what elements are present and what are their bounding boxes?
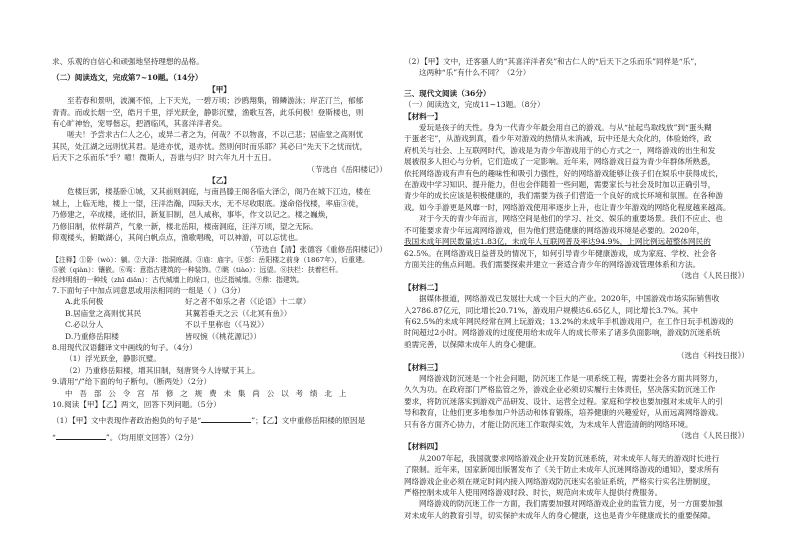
q7-option-c-left: C.必以分人 bbox=[65, 320, 104, 330]
m1-line: 依托网络游戏有声有色的趣味性和吸引力强性，好的网络游戏能够让孩子们在娱乐中获得成长， bbox=[404, 168, 723, 178]
q7-option bbox=[52, 296, 387, 307]
jia-line: 至若春和景明，波澜不惊，上下天光，一碧万顷；沙鸥翔集，锦鳞游泳；岸芷汀兰，郁郁 bbox=[67, 96, 364, 106]
answer-blank[interactable] bbox=[56, 432, 106, 440]
m3-source: （选自《人民日报》） bbox=[676, 431, 749, 440]
question-7: 7.下面句子中加点词意思或用法相同的一组是（ ）（3分） bbox=[52, 285, 245, 295]
q10-part1-cont bbox=[52, 432, 387, 443]
m1-line: 青少年的成长应该是积极健康的，我们需要为孩子们营造一个良好的成长环境和氛围。在各种游 bbox=[404, 191, 723, 201]
answer-blank[interactable] bbox=[201, 415, 251, 423]
jia-label: 【甲】 bbox=[208, 84, 231, 94]
material-2-label: 【材料二】 bbox=[404, 282, 442, 292]
q7-option-d-right: 皆叹惋（《桃花源记》） bbox=[185, 331, 261, 341]
yi-line: 危楼巨郭，楼基卧①城，又其前则洞庭，与南昌滕王阁各临大泽②，阁乃在城下江边，楼在 bbox=[67, 187, 371, 197]
m1-line: 不可能要求青少年远离网络游戏，但为他们营造健康的网络游戏环境是必要的。2020年， bbox=[404, 225, 705, 235]
q10-part1 bbox=[52, 415, 387, 426]
question-10: 10.阅读【甲】【乙】两文，回答下列问题。（5分） bbox=[52, 399, 221, 409]
q7-option bbox=[52, 331, 387, 342]
jia-source: （节选自《岳阳楼记》） bbox=[307, 164, 387, 174]
yi-source: （节选自【清】张德容《重修岳阳楼记》） bbox=[246, 244, 387, 254]
question-8: 8.用现代汉语翻译文中画线的句子。（4分） bbox=[52, 342, 197, 352]
jia-line: 有心旷神怡，宠辱偕忘，把酒临风，其喜洋洋者矣。 bbox=[52, 119, 227, 129]
q7-option-c-right: 不以千里称也（《马说》） bbox=[185, 320, 269, 330]
note-line: 【注释】①卧（wò）：躺。②大泽：指洞庭湖。③庙：庙宇。④彭：岳阳楼之前身（1867年），后重建。 bbox=[52, 255, 369, 264]
jia-line: 青青。而或长烟一空，皓月千里，浮光跃金，静影沉璧，渔歌互答，此乐何极！登斯楼也，则 bbox=[52, 107, 364, 117]
q10-part1-mid: ”；【乙】文中重修岳阳楼的原因是 bbox=[251, 416, 366, 426]
m2-line: 时间超过2小时。网络游戏的过度使用给未成年人的成长带来了诸多负面影响，游戏防沉迷系统 bbox=[404, 328, 721, 338]
q10-part2: （2）【甲】文中，迁客骚人的“其喜洋洋者矣”和古仁人的“后天下之乐而乐”同样是“乐”， bbox=[404, 57, 702, 66]
yi-line: 乃修建之，卒成楼，迹依旧，新复旧制，邑人咸称，事毕，作文以记之。楼之巍焕， bbox=[52, 210, 333, 220]
m3-line: 只有各方面齐心协力，才能让防沉迷工作取得实效，为未成年人营造清朗的网络环境。 bbox=[404, 419, 693, 429]
q7-option-b-right: 其翼若垂天之云（《北冥有鱼》） bbox=[185, 308, 292, 318]
m4-line: 从2007年起，我国就要求网络游戏企业开发防沉迷系统，对未成年人每天的游戏时长进行 bbox=[419, 453, 720, 463]
q10-part2-cont: 这两种“乐”有什么不同？（2分） bbox=[419, 68, 531, 78]
m4-line: 严格控制未成年人使用网络游戏时段、时长，规范向未成年人提供付费服务。 bbox=[404, 488, 663, 498]
m2-line: 据媒体报道，网络游戏已发展壮大成一个巨大的产业。2020年，中国游戏市场实际销售收 bbox=[419, 294, 720, 304]
m1-line: 府机关与社会、上互联网时代，游戏是为青少年游戏用于的心方式之一，网络游戏的出生和发 bbox=[404, 145, 716, 155]
section3-title: 三、现代文阅读（36分） bbox=[404, 88, 491, 98]
intro-line: 求、乐观的自信心和顽强地坚持理想的品格。 bbox=[52, 57, 204, 66]
material-4-label: 【材料四】 bbox=[404, 442, 442, 452]
m1-line: 展被很多人担心与分析，它们造成了一定影响。近年来，网络游戏日益为青少年群体所熟悉， bbox=[404, 157, 716, 167]
m1-source: （选自《人民日报》） bbox=[676, 271, 749, 281]
m2-line: 有62.5%的未成年网民经常在网上玩游戏；13.2%的未成年手机游戏用户，在工作日玩手机游戏的 bbox=[404, 316, 734, 326]
m1-line: 在游戏中学习知识、提升能力，但也会伴随着一些问题，需要家长与社会及时加以正确引导， bbox=[404, 180, 716, 190]
m1-line: 方面关注的焦点问题。我们需要探索并建立一套适合青少年的网络游戏管理体系和方法。 bbox=[404, 259, 701, 269]
m3-line: 导和教育，让他们更多地参加户外活动和体育锻炼，培养健康的兴趣爱好，从而远离网络游戏。 bbox=[404, 408, 723, 418]
q9-text: 中 吾 部 公 令 宫 吊 修 之 规 费 未 集 尚 公 以 考 绩 北 上 bbox=[65, 388, 349, 398]
q7-option-a-right: 好之者不如乐之者（《论语》十二章） bbox=[185, 297, 311, 307]
yi-line: 仰观楼头，俯瞰湖心，其间白帆点点，渔歌唱晚，可以神游，可以忘忧也。 bbox=[52, 233, 303, 243]
m3-line: 久久为功。在政府部门严格监管之外，游戏企业必须切实履行主体责任，坚决落实防沉迷工作 bbox=[404, 385, 716, 395]
left-column bbox=[52, 56, 387, 443]
note-line: ⑤嵌（qiàn）：镶嵌。⑥鸾：意指古建筑的一种装饰。⑦眺（tiào）：远望。⑧扶栏：扶着栏杆。 bbox=[52, 265, 343, 274]
note-line: 经纬明细的一种线（zhī diǎn）：古代城墙上的垛口，也泛指城墙。⑨鼎：指建筑。 bbox=[52, 275, 304, 284]
m4-line: 网络游戏企业必须在规定时间内接入网络游戏防沉迷实名验证系统，严格实行实名注册制度， bbox=[404, 476, 716, 486]
m2-line: 亟需完善，以保障未成年人的身心健康。 bbox=[404, 339, 541, 349]
right-column bbox=[404, 56, 749, 521]
m3-line: 要求，将防沉迷落实到游戏产品研发、设计、运营全过程。家庭和学校也要加强对未成年人的引 bbox=[404, 396, 723, 406]
q10-part1-prefix: （1）【甲】文中表现作者政治抱负的句子是“ bbox=[52, 416, 202, 426]
q7-option bbox=[52, 308, 387, 319]
m1-line: 爱玩是孩子的天性。身为一代青少年最会用自己的游戏。与从“扯起鸟取线放”到“蛋头糊 bbox=[419, 123, 712, 133]
q8-item: （1）浮光跃金，静影沉璧。 bbox=[65, 354, 161, 364]
m1-line: 对于今天的青少年而言，网络空间是他们的学习、社交、娱乐的重要场景。我们不应止、也 bbox=[419, 214, 723, 224]
m1-line: 于蛋老宅”，从游戏到真，看少年对游戏的热情从未消减，玩中还是大众化的，体验始终，政 bbox=[404, 134, 712, 144]
question-9: 9.请用“/”给下面的句子断句。（断两处）（2分） bbox=[52, 377, 212, 387]
q10-part1-suffix: ”。（均用原文回答）（2分） bbox=[105, 432, 199, 442]
m2-line: 入2786.87亿元，同比增长20.71%，游戏用户规模达6.65亿人，同比增长3.7%。其中 bbox=[404, 305, 698, 315]
material-1-label: 【材料一】 bbox=[404, 111, 442, 121]
jia-line: 嗟夫！予尝求古仁人之心，或异二者之为，何哉？不以物喜，不以己悲；居庙堂之高则忧 bbox=[67, 130, 364, 140]
jia-line: 其民，处江湖之远则忧其君。是进亦忧，退亦忧。然则何时而乐耶？其必曰“先天下之忧而忧， bbox=[52, 141, 368, 151]
m4-line: 网络游戏的防沉迷工作一方面，我们需要加强对网络游戏企业的监管力度，另一方面要加强 bbox=[419, 499, 723, 509]
m3-line: 网络游戏防沉迷是一个社会问题，防沉迷工作是一项系统工程，需要社会各方面共同努力， bbox=[419, 373, 723, 383]
m4-line: 对未成年人的教育引导，切实保护未成年人的身心健康，这也是青少年健康成长的重要保障。 bbox=[404, 510, 716, 520]
yi-line: 城上，上临无地，楼上一望，汪洋浩瀚，四际天水，无不尽收眼底。遂命俗伐楼，率庙③徒， bbox=[52, 198, 364, 208]
material-3-label: 【材料三】 bbox=[404, 362, 442, 372]
m1-line: 62.5%。在网络游戏日益普及的情况下，如何引导青少年健康游戏，成为家庭、学校、社会各 bbox=[404, 248, 717, 258]
section2-title: （二）阅读选文，完成第7~10题。（14分） bbox=[52, 73, 203, 83]
yi-line: 乃修旧制，依样葫芦，气象一新，楼北岳阳，楼南洞庭，汪洋万顷，望之无际。 bbox=[52, 221, 318, 231]
m2-source: （选自《科技日报》） bbox=[676, 351, 749, 361]
m1-line: 戏。如今手游更是风靡一时，网络游戏使用率逐步上升，也让青少年游戏的网络化程度越来越高。 bbox=[404, 202, 731, 212]
m1-line: 我国未成年网民数量达1.83亿，未成年人互联网普及率达94.9%，上网比例远超整体网民的 bbox=[404, 237, 711, 247]
q7-option-d-left: D.乃重修岳阳楼 bbox=[65, 331, 119, 341]
q8-item: （2）乃重修岳阳楼，增其旧制，刻唐贤今人诗赋于其上。 bbox=[65, 365, 260, 375]
q7-option-b-left: B.居庙堂之高则忧其民 bbox=[65, 308, 142, 318]
q7-option-a-left: A.此乐何极 bbox=[65, 297, 104, 307]
section3-sub: （一）阅读选文，完成11~13题。（8分） bbox=[404, 100, 545, 110]
q10-part1-open: “ bbox=[52, 432, 56, 442]
yi-label: 【乙】 bbox=[208, 176, 231, 186]
jia-line: 后天下之乐而乐”乎？噫！微斯人，吾谁与归？时六年九月十五日。 bbox=[52, 153, 277, 163]
q7-option bbox=[52, 319, 387, 330]
m4-line: 了限制。近年来，国家新闻出版署发布了《关于防止未成年人沉迷网络游戏的通知》，要求所有 bbox=[404, 465, 720, 475]
